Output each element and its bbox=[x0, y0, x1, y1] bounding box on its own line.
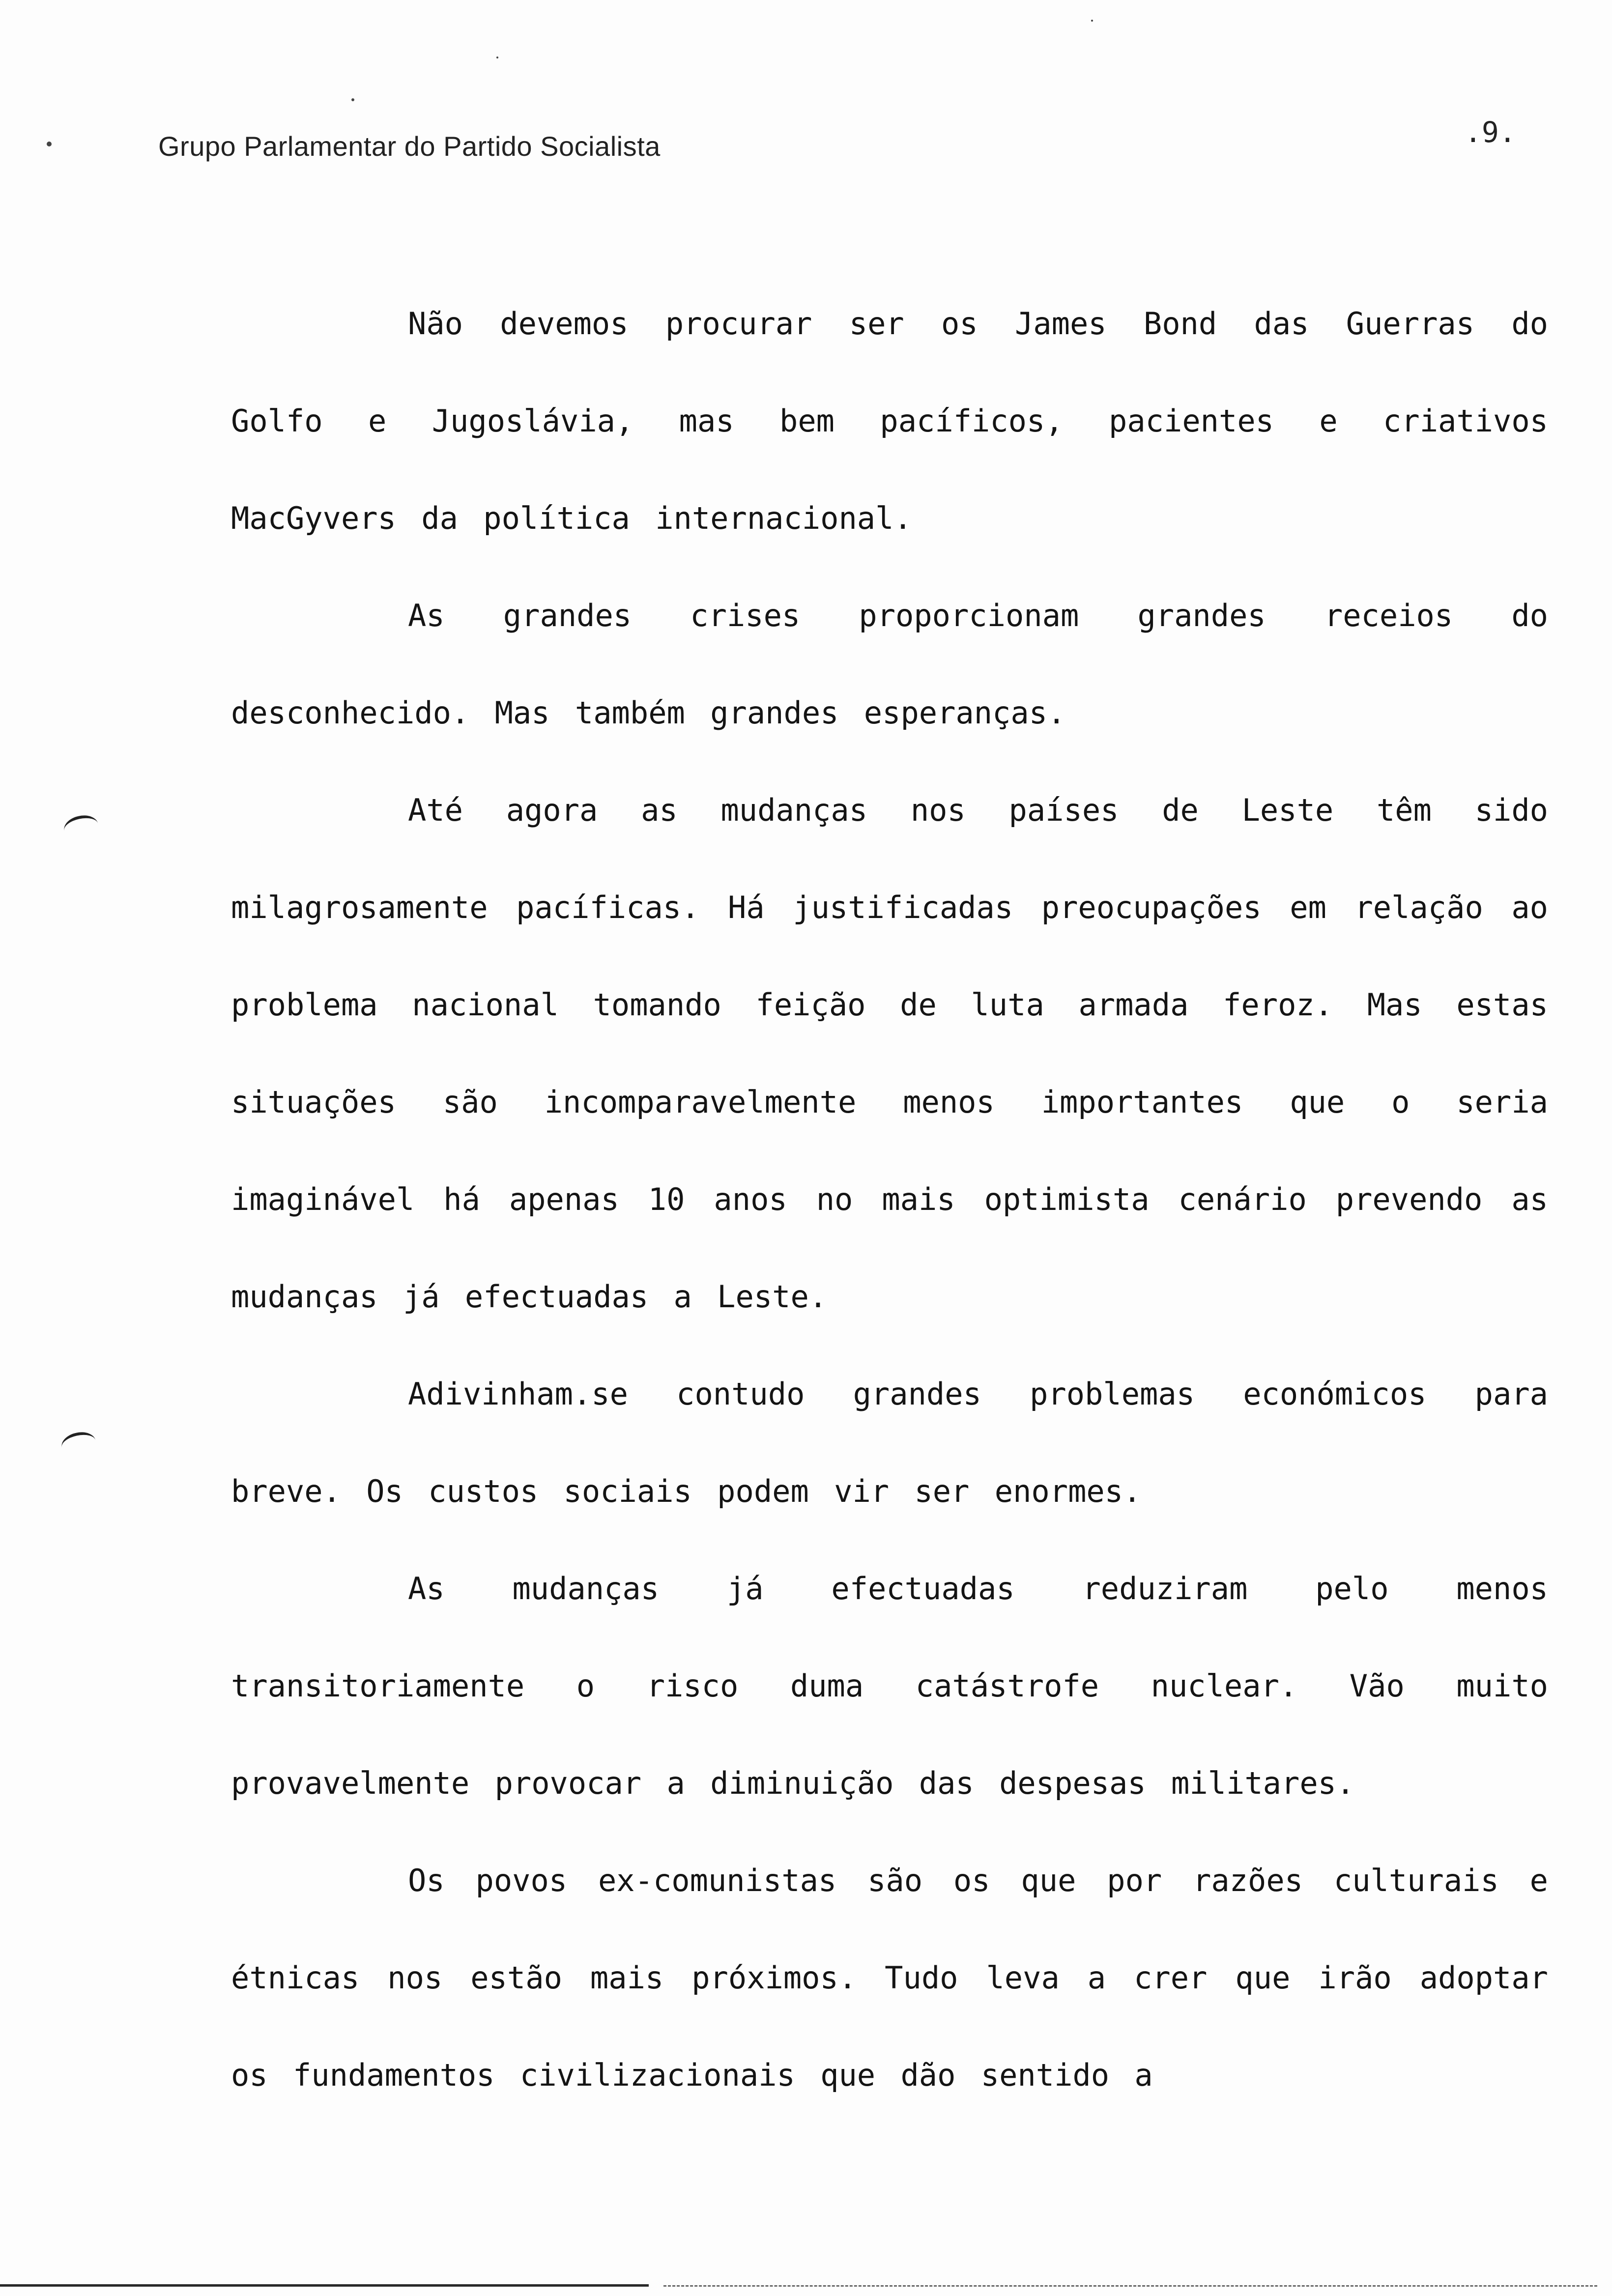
scan-speck bbox=[47, 142, 52, 146]
margin-mark bbox=[62, 812, 100, 842]
paragraph-3: Até agora as mudanças nos países de Leste têm sido milagrosamente pacíficas. Há justificadas preocupações em relação ao problema nacional tomando feição de luta armada feroz. Mas estas situações são incomparavelmente menos importantes que o seria imaginável há apenas 10 anos no mais optimista cenário prevendo as mudanças já efectuadas a Leste. bbox=[231, 792, 1548, 1315]
scan-speck bbox=[1091, 20, 1093, 22]
scan-speck bbox=[351, 98, 354, 101]
scan-speck bbox=[496, 57, 498, 58]
paragraph-4: Adivinham.se contudo grandes problemas económicos para breve. Os custos sociais podem vir ser enormes. bbox=[231, 1376, 1548, 1509]
footer-rule bbox=[663, 2285, 1597, 2287]
body-text bbox=[231, 275, 1548, 2124]
paragraph-2: As grandes crises proporcionam grandes receios do desconhecido. Mas também grandes esperanças. bbox=[231, 598, 1548, 731]
header-title: Grupo Parlamentar do Partido Socialista bbox=[158, 131, 661, 162]
paragraph-5: As mudanças já efectuadas reduziram pelo menos transitoriamente o risco duma catástrofe nuclear. Vão muito provavelmente provocar a diminuição das despesas militares. bbox=[231, 1571, 1548, 1801]
page-number: .9. bbox=[1465, 115, 1516, 149]
paragraph-1: Não devemos procurar ser os James Bond das Guerras do Golfo e Jugoslávia, mas bem pacíficos, pacientes e criativos MacGyvers da política internacional. bbox=[231, 306, 1548, 536]
margin-mark bbox=[59, 1429, 98, 1459]
footer-rule bbox=[0, 2284, 649, 2287]
paragraph-6: Os povos ex-comunistas são os que por razões culturais e étnicas nos estão mais próximos. Tudo leva a crer que irão adoptar os fundamentos civilizacionais que dão sentido a bbox=[231, 1863, 1548, 2093]
